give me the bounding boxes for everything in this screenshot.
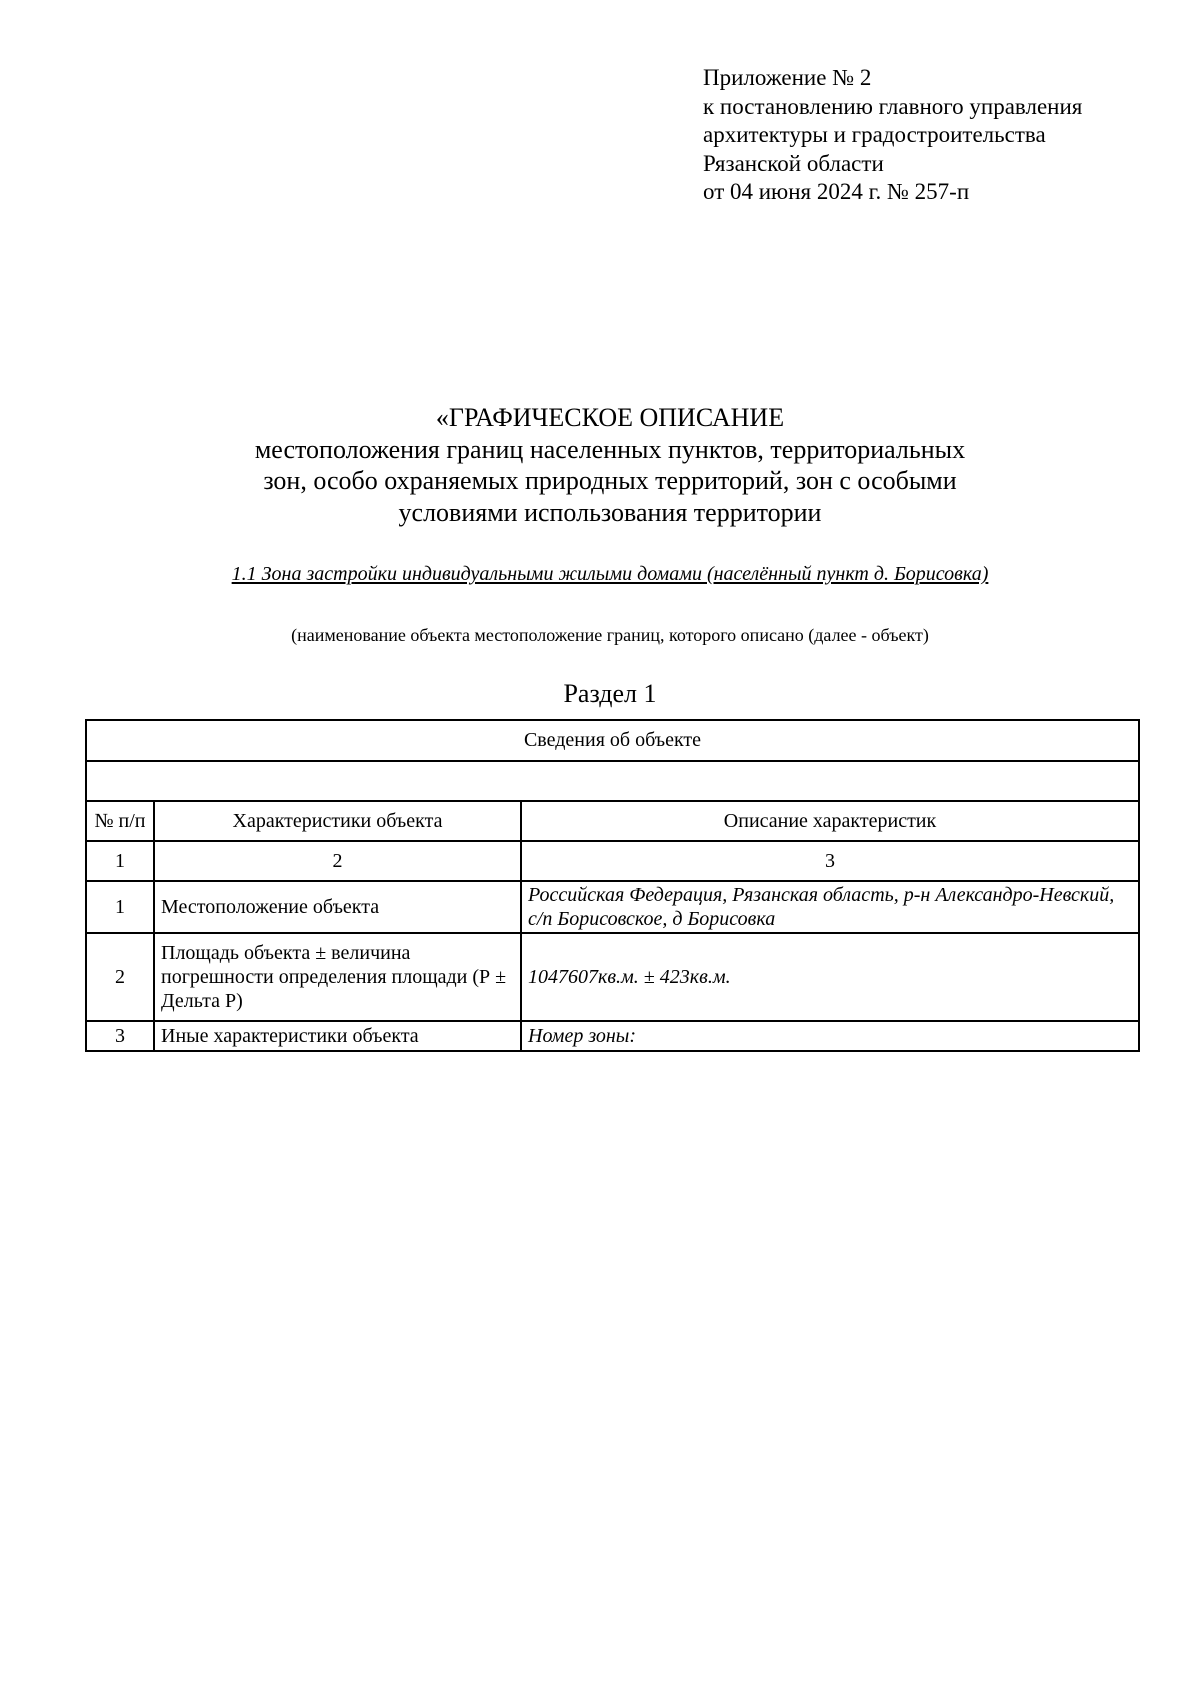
row-characteristic: Местоположение объекта bbox=[154, 881, 521, 933]
annex-line-3: архитектуры и градостроительства bbox=[703, 122, 1046, 147]
row-description: Российская Федерация, Рязанская область, р-н Александро-Невский, с/п Борисовское, д Борисовка bbox=[521, 881, 1139, 933]
table-empty-cell bbox=[86, 761, 1139, 801]
table-row bbox=[86, 1021, 1139, 1051]
object-name: 1.1 Зона застройки индивидуальными жилыми домами (населённый пункт д. Борисовка) bbox=[231, 563, 989, 585]
row-num: 3 bbox=[86, 1021, 154, 1051]
table-row bbox=[86, 881, 1139, 933]
column-header-num: № п/п bbox=[86, 801, 154, 841]
annex-line-4: Рязанской области bbox=[703, 150, 884, 176]
row-characteristic: Иные характеристики объекта bbox=[154, 1021, 521, 1051]
table-column-headers bbox=[86, 801, 1139, 841]
column-number-1: 1 bbox=[86, 841, 154, 881]
annex-line-5: от 04 июня 2024 г. № 257-п bbox=[703, 179, 970, 204]
object-info-table bbox=[85, 719, 1140, 1052]
row-num: 2 bbox=[86, 933, 154, 1021]
column-number-3: 3 bbox=[521, 841, 1139, 881]
column-header-characteristic: Характеристики объекта bbox=[154, 801, 521, 841]
table-row bbox=[86, 933, 1139, 1021]
annex-line-1: Приложение № 2 bbox=[703, 65, 872, 90]
title-line-3: зон, особо охраняемых природных территорий, зон с особыми bbox=[263, 466, 957, 495]
table-column-numbers bbox=[86, 841, 1139, 881]
table-heading: Сведения об объекте bbox=[86, 720, 1139, 761]
table-empty-row bbox=[86, 761, 1139, 801]
row-description: Номер зоны: bbox=[521, 1021, 1139, 1051]
section-title: Раздел 1 bbox=[563, 679, 657, 708]
annex-header bbox=[703, 64, 1082, 207]
row-characteristic: Площадь объекта ± величина погрешности определения площади (Р ± Дельта Р) bbox=[154, 933, 521, 1021]
column-number-2: 2 bbox=[154, 841, 521, 881]
document-title bbox=[120, 402, 1100, 528]
row-num: 1 bbox=[86, 881, 154, 933]
title-line-4: условиями использования территории bbox=[398, 497, 822, 527]
title-line-1: «ГРАФИЧЕСКОЕ ОПИСАНИЕ bbox=[435, 403, 785, 432]
object-caption: (наименование объекта местоположение границ, которого описано (далее - объект) bbox=[291, 625, 929, 645]
row-description: 1047607кв.м. ± 423кв.м. bbox=[521, 933, 1139, 1021]
title-line-2: местоположения границ населенных пунктов, территориальных bbox=[254, 434, 966, 464]
column-header-description: Описание характеристик bbox=[521, 801, 1139, 841]
table-heading-row bbox=[86, 720, 1139, 761]
annex-line-2: к постановлению главного управления bbox=[703, 93, 1083, 119]
